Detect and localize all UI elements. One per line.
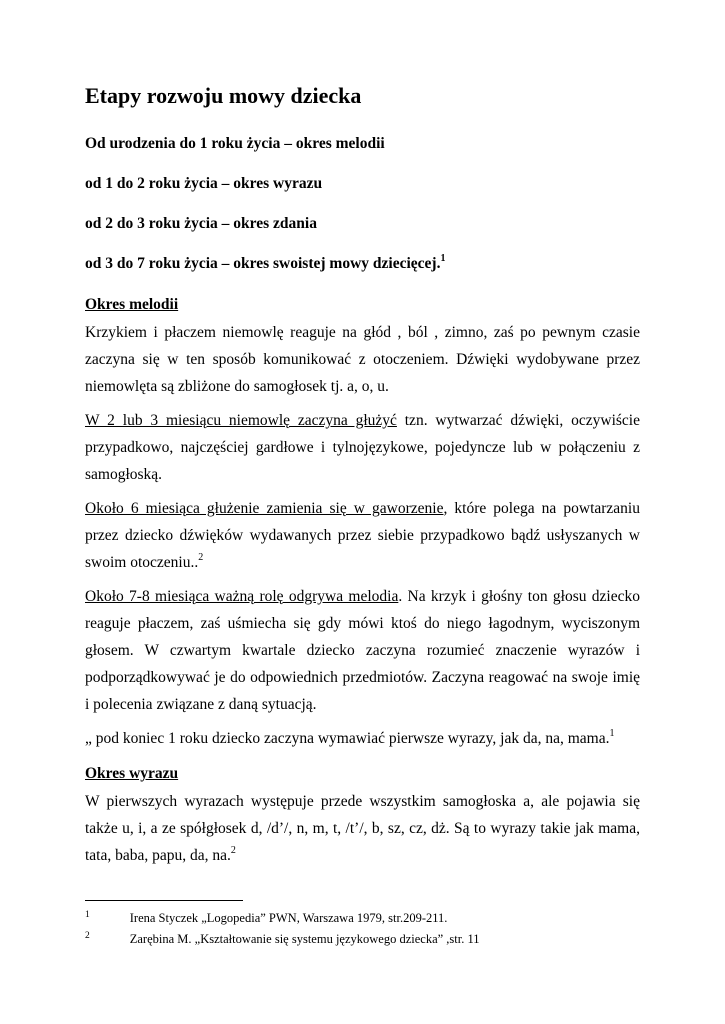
footnote-separator	[85, 900, 243, 901]
footnote-number-2: 2	[85, 931, 90, 941]
underlined-phrase: Około 7-8 miesiąca ważną rolę odgrywa melodia	[85, 588, 399, 605]
footnote-ref-1: 1	[609, 728, 615, 739]
paragraph-melody-1	[85, 319, 640, 400]
paragraph-melody-3	[85, 495, 640, 576]
underlined-phrase: Około 6 miesiąca głużenie zamienia się w gaworzenie	[85, 500, 444, 517]
paragraph-text: , które polega na powtarzaniu przez dziecko dźwięków wydawanych przez siebie przypadkowo bądź usłyszanych w swoim otoczeniu..	[85, 500, 640, 571]
footnotes-section	[85, 900, 640, 1024]
footnote-2	[85, 929, 640, 950]
footnote-text: Zarębina M. „Kształtowanie się systemu językowego dziecka” ,str. 11	[129, 932, 480, 946]
document-title: Etapy rozwoju mowy dziecka	[85, 83, 362, 108]
underlined-phrase: W 2 lub 3 miesiącu niemowlę zaczyna głużyć	[85, 412, 397, 429]
stage-line-okres-melodii: Od urodzenia do 1 roku życia – okres melodii	[85, 135, 385, 152]
footnote-number-1: 1	[85, 910, 90, 920]
footnote-ref-2: 2	[230, 845, 236, 856]
paragraph-text: tzn. wytwarzać dźwięki, oczywiście przypadkowo, najczęściej gardłowe i tylnojęzykowe, pojedyncze lub w połączeniu z samogłoską.	[85, 412, 640, 483]
paragraph-text: . Na krzyk i głośny ton głosu dziecko reaguje płaczem, zaś uśmiecha się gdy mówi ktoś do niego łagodnym, wyciszonym głosem. W czwartym kwartale dziecko zaczyna rozumieć znaczenie wyrazów i podporządkowywać je do odpowiednich przedmiotów. Zaczyna reagować na swoje imię i polecenia związane z daną sytuacją.	[85, 588, 640, 713]
stage-line-okres-wyrazu: od 1 do 2 roku życia – okres wyrazu	[85, 175, 323, 192]
paragraph-text: Krzykiem i płaczem niemowlę reaguje na głód , ból , zimno, zaś po pewnym czasie zaczyna się w ten sposób komunikować z otoczeniem. Dźwięki wydobywane przez niemowlęta są zbliżone do samogłosek tj. a, o, u.	[85, 324, 640, 395]
section-heading-text: Okres melodii	[85, 296, 179, 313]
footnote-text: Irena Styczek „Logopedia” PWN, Warszawa 1979, str.209-211.	[129, 911, 448, 925]
footnote-ref-2: 2	[198, 552, 204, 563]
paragraph-melody-2	[85, 407, 640, 488]
section-heading-okres-melodii	[85, 291, 640, 318]
paragraph-melody-4	[85, 583, 640, 718]
stage-line-okres-swoistej-mowy	[85, 250, 640, 277]
paragraph-text: W pierwszych wyrazach występuje przede wszystkim samogłoska a, ale pojawia się także u, i, a ze spółgłosek d, /d’/, n, m, t, /t’/, b, sz, cz, dż. Są to wyrazy takie jak mama, tata, baba, papu, da, na.	[85, 793, 640, 864]
section-heading-text: Okres wyrazu	[85, 765, 179, 782]
footnote-ref-1: 1	[440, 253, 446, 264]
section-heading-okres-wyrazu	[85, 760, 640, 787]
stage-line-okres-zdania: od 2 do 3 roku życia – okres zdania	[85, 215, 317, 232]
paragraph-text: „ pod koniec 1 roku dziecko zaczyna wymawiać pierwsze wyrazy, jak da, na, mama.	[85, 730, 610, 747]
stage-line-text: od 3 do 7 roku życia – okres swoistej mowy dziecięcej.	[85, 255, 441, 272]
paragraph-word-1	[85, 788, 640, 869]
paragraph-melody-quote	[85, 725, 640, 752]
footnote-1	[85, 908, 640, 929]
